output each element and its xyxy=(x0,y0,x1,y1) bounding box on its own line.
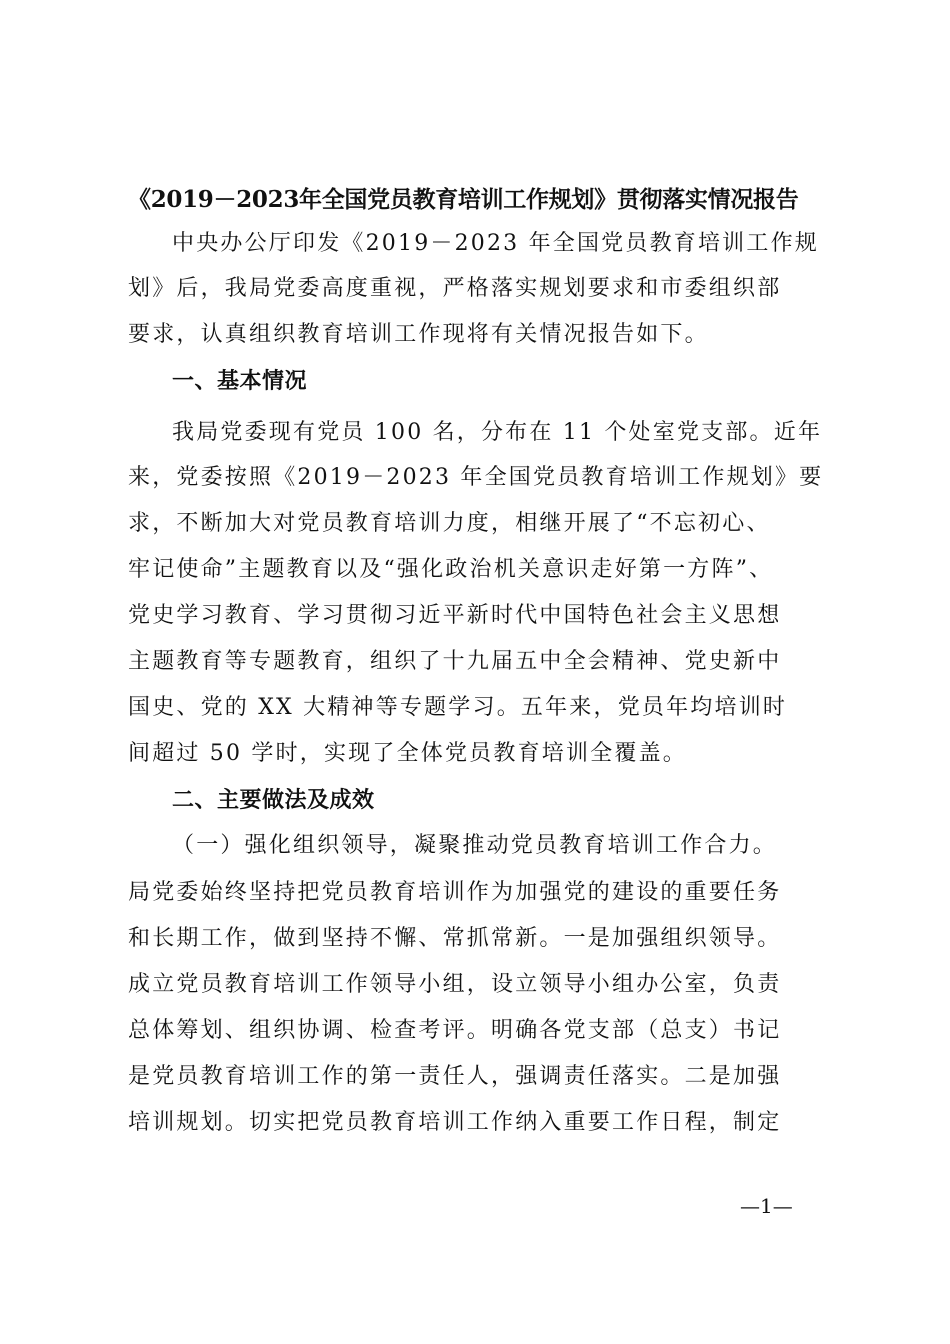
paragraph-line: 我局党委现有党员 100 名，分布在 11 个处室党支部。近年 xyxy=(172,420,823,445)
paragraph-line: 牢记使命”主题教育以及“强化政治机关意识走好第一方阵”、 xyxy=(128,557,774,582)
paragraph-line: 国史、党的 XX 大精神等专题学习。五年来，党员年均培训时 xyxy=(128,695,788,720)
paragraph-line: 是党员教育培训工作的第一责任人，强调责任落实。二是加强 xyxy=(128,1064,782,1089)
section-heading-basic: 一、基本情况 xyxy=(172,369,308,394)
paragraph-line: 总体筹划、组织协调、检查考评。明确各党支部（总支）书记 xyxy=(128,1018,782,1043)
document-title: 《2019－2023年全国党员教育培训工作规划》贯彻落实情况报告 xyxy=(128,186,799,213)
paragraph-line: 和长期工作，做到坚持不懈、常抓常新。一是加强组织领导。 xyxy=(128,926,782,951)
paragraph-line: 主题教育等专题教育，组织了十九届五中全会精神、党史新中 xyxy=(128,649,782,674)
paragraph-line: 要求，认真组织教育培训工作现将有关情况报告如下。 xyxy=(128,322,709,347)
paragraph-line: 间超过 50 学时，实现了全体党员教育培训全覆盖。 xyxy=(128,741,687,766)
paragraph-line: 培训规划。切实把党员教育培训工作纳入重要工作日程，制定 xyxy=(128,1110,782,1135)
paragraph-line: 成立党员教育培训工作领导小组，设立领导小组办公室，负责 xyxy=(128,972,782,997)
section-heading-practices: 二、主要做法及成效 xyxy=(172,788,375,813)
subsection-heading: （一）强化组织领导，凝聚推动党员教育培训工作合力。 xyxy=(172,833,778,858)
page-number: —1— xyxy=(740,1194,793,1218)
paragraph-line: 局党委始终坚持把党员教育培训作为加强党的建设的重要任务 xyxy=(128,880,782,905)
paragraph-line: 党史学习教育、学习贯彻习近平新时代中国特色社会主义思想 xyxy=(128,603,782,628)
paragraph-line: 求，不断加大对党员教育培训力度，相继开展了“不忘初心、 xyxy=(128,511,771,536)
paragraph-line: 来，党委按照《2019－2023 年全国党员教育培训工作规划》要 xyxy=(128,465,824,490)
paragraph-line: 划》后，我局党委高度重视，严格落实规划要求和市委组织部 xyxy=(128,276,782,301)
paragraph-line: 中央办公厅印发《2019－2023 年全国党员教育培训工作规 xyxy=(172,231,819,256)
